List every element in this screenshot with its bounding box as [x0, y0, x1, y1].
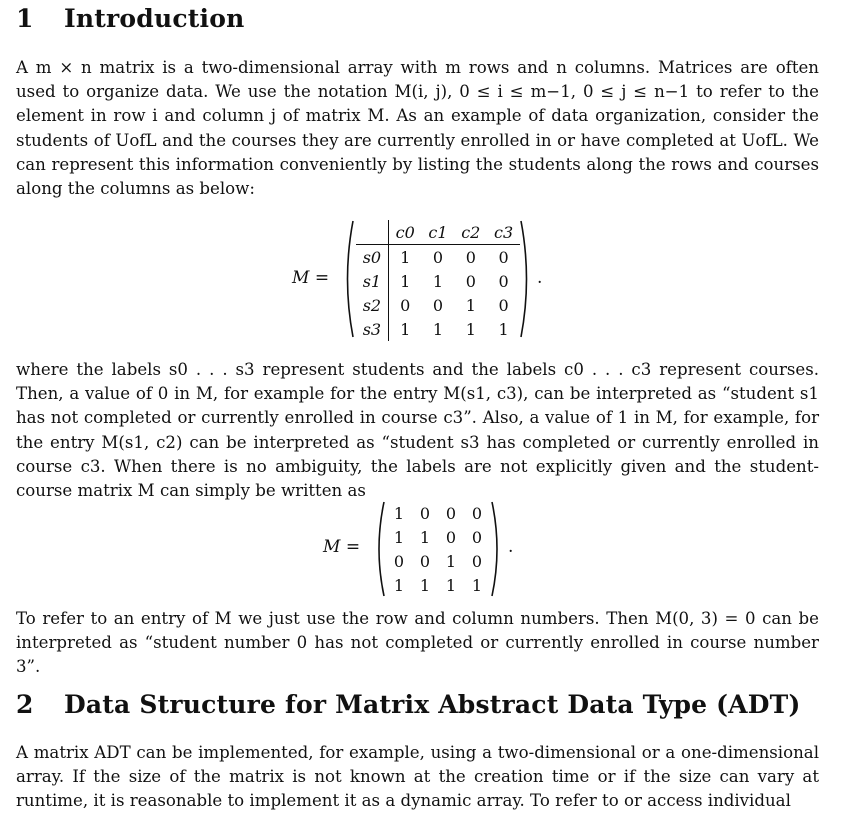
matrix-cell: 0 [445, 527, 457, 547]
row-label: s1 [356, 269, 388, 293]
labels-paragraph: where the labels s0 . . . s3 represent students and the labels c0 . . . c3 represent courses. Then, a value of 0 in M, for example for the entry M(s1, c3), can be interpreted as “student s1 has not completed or currently enrolled in course c3”. Also, a value of 1 in M, for example, for the entry M(s1, c2) can be interpreted as “student s3 has completed or currently enrolled in course c3. When there is no ambiguity, the labels are not explicitly given and the student-course matrix M can simply be written as [16, 360, 819, 501]
labeled-matrix-equals: = [314, 268, 330, 288]
matrix-cell: 0 [419, 551, 431, 571]
matrix-cell: 0 [471, 527, 483, 547]
plain-matrix-symbol: M [323, 537, 341, 557]
matrix-row [356, 317, 520, 341]
column-label-row [356, 220, 520, 245]
matrix-cell: 1 [419, 575, 431, 595]
section-1-number: 1 [16, 4, 34, 33]
matrix-cell: 1 [445, 575, 457, 595]
adt-paragraph: A matrix ADT can be implemented, for example, using a two-dimensional or a one-dimensional array. If the size of the matrix is not known at the creation time or if the size can vary at runtime, it is reasonable to implement it as a dynamic array. To refer to or access individual [16, 743, 819, 811]
matrix-cell: 1 [419, 527, 431, 547]
matrix-cell: 0 [445, 503, 457, 523]
plain-matrix-period: . [508, 537, 514, 557]
labeled-matrix-period: . [537, 268, 543, 288]
matrix-cell: 0 [400, 295, 411, 315]
plain-matrix-equation [0, 500, 857, 598]
row-label: s0 [356, 245, 388, 270]
section-2-title: Data Structure for Matrix Abstract Data Type (ADT) [64, 690, 801, 719]
matrix-cell: 0 [471, 551, 483, 571]
matrix-cell: 0 [498, 271, 509, 291]
matrix-cell: 1 [432, 319, 444, 339]
labeled-matrix-symbol: M [292, 268, 310, 288]
matrix-cell: 1 [465, 319, 476, 339]
section-1-heading [16, 4, 244, 33]
matrix-cell: 1 [400, 271, 411, 291]
matrix-row [356, 245, 520, 270]
matrix-cell: 1 [445, 551, 457, 571]
left-paren-icon [372, 500, 386, 598]
matrix-cell: 0 [432, 247, 444, 267]
matrix-cell: 1 [393, 527, 405, 547]
labeled-matrix-equation [0, 218, 857, 340]
matrix-cell: 0 [432, 295, 444, 315]
matrix-row [356, 293, 520, 317]
column-label: c0 [388, 220, 421, 245]
matrix-cell: 0 [471, 503, 483, 523]
matrix-cell: 0 [498, 247, 509, 267]
column-label: c1 [422, 220, 455, 245]
labeled-matrix-lhs [292, 268, 329, 288]
left-paren-icon [340, 218, 356, 340]
matrix-row [386, 549, 490, 573]
column-label: c3 [487, 220, 520, 245]
right-paren-icon [490, 500, 504, 598]
plain-matrix-equals: = [345, 537, 361, 557]
matrix-cell: 0 [465, 271, 476, 291]
intro-paragraph: A m × n matrix is a two-dimensional array with m rows and n columns. Matrices are often used to organize data. We use the notation M(i, j), 0 ≤ i ≤ m−1, 0 ≤ j ≤ n−1 to refer to the element in row i and column j of matrix M. As an example of data organization, consider the students of UofL and the courses they are currently enrolled in or have completed at UofL. We can represent this information conveniently by listing the students along the rows and courses along the columns as below: [16, 58, 819, 199]
matrix-cell: 1 [400, 319, 411, 339]
matrix-cell: 0 [393, 551, 405, 571]
matrix-row [356, 269, 520, 293]
section-2-heading [16, 690, 801, 719]
matrix-cell: 1 [432, 271, 444, 291]
section-1-title: Introduction [64, 4, 245, 33]
entry-paragraph: To refer to an entry of M we just use the row and column numbers. Then M(0, 3) = 0 can be interpreted as “student number 0 has not completed or currently enrolled in course number 3”. [16, 609, 819, 677]
matrix-cell: 1 [393, 503, 405, 523]
plain-matrix [386, 501, 490, 597]
matrix-cell: 0 [419, 503, 431, 523]
matrix-row [386, 501, 490, 525]
matrix-cell: 0 [498, 295, 509, 315]
right-paren-icon [518, 218, 534, 340]
matrix-cell: 1 [471, 575, 483, 595]
labeled-matrix [356, 220, 520, 341]
matrix-row [386, 525, 490, 549]
matrix-cell: 1 [465, 295, 476, 315]
row-label: s3 [356, 317, 388, 341]
row-label: s2 [356, 293, 388, 317]
column-label: c2 [454, 220, 487, 245]
plain-matrix-lhs [323, 537, 360, 557]
matrix-cell: 1 [498, 319, 509, 339]
matrix-cell: 0 [465, 247, 476, 267]
matrix-row [386, 573, 490, 597]
matrix-cell: 1 [393, 575, 405, 595]
matrix-cell: 1 [400, 247, 411, 267]
section-2-number: 2 [16, 690, 34, 719]
